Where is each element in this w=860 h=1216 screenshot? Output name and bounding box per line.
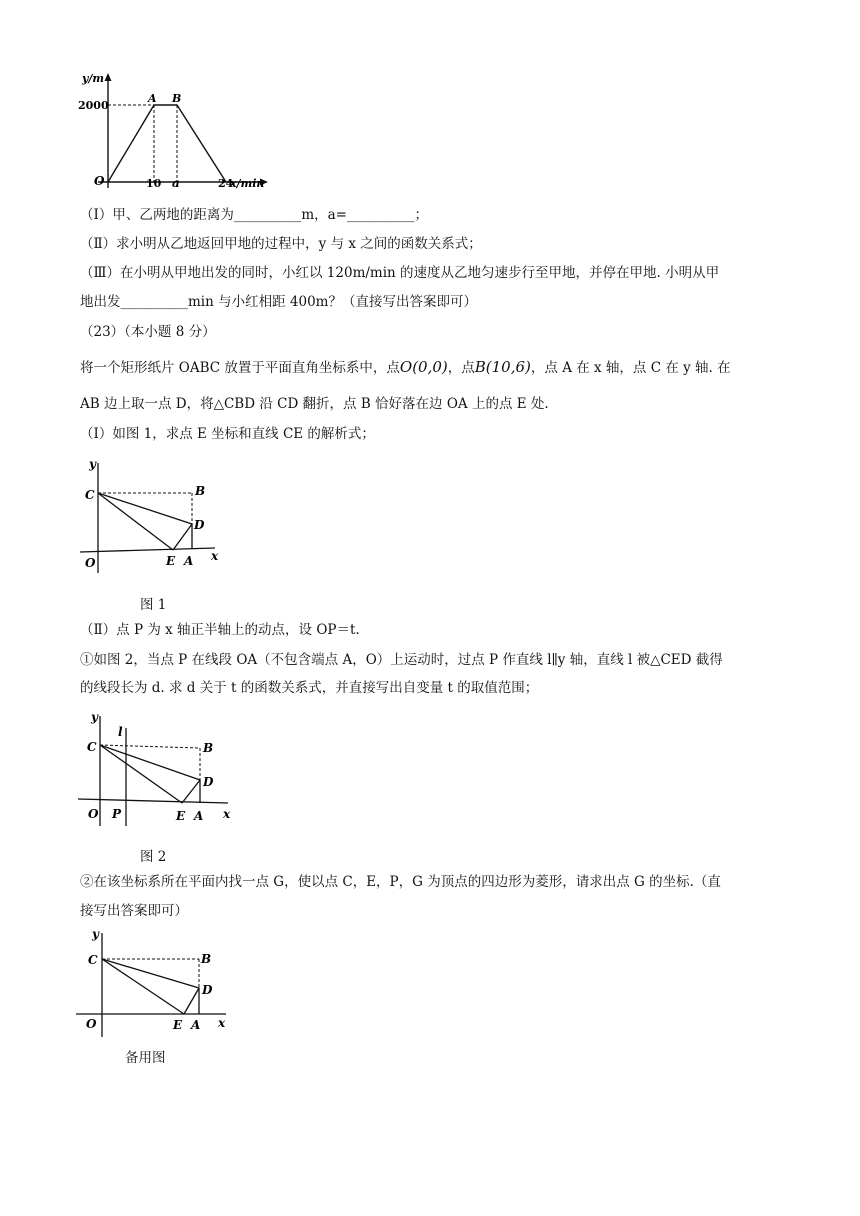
graph-point-a-label: A [148, 92, 157, 105]
q22-part3-line2: 地出发__________min 与小红相距 400m？（直接写出答案即可） [80, 294, 477, 310]
fig2-y-label: y [91, 710, 98, 724]
fig1-c-label: C [85, 488, 95, 502]
fig2-e-label: E [176, 809, 186, 823]
figure-2-caption: 图 2 [140, 849, 167, 865]
q22-part1: （Ⅰ）甲、乙两地的距离为__________m，a=__________； [80, 207, 428, 223]
q23-stem-line1 [80, 357, 731, 378]
fig1-a-label: A [184, 554, 194, 568]
spare-y-label: y [92, 927, 99, 941]
q23-sub2-line2: 接写出答案即可） [80, 903, 188, 919]
spare-o-label: O [86, 1017, 97, 1031]
fig1-o-label: O [85, 556, 96, 570]
spare-figure-caption: 备用图 [125, 1050, 166, 1066]
fig1-x-label: x [211, 549, 219, 563]
fig1-y-label: y [89, 457, 96, 471]
spare-b-label: B [201, 952, 212, 966]
graph-origin-label: O [94, 174, 105, 188]
q23-sub2-line1: ②在该坐标系所在平面内找一点 G，使以点 C，E，P，G 为顶点的四边形为菱形，请求出点 G 的坐标.（直 [80, 874, 721, 890]
q23-part2: （Ⅱ）点 P 为 x 轴正半轴上的动点，设 OP＝t. [80, 622, 360, 638]
q23-stem1-text-c: ，点 A 在 x 轴，点 C 在 y 轴. 在 [530, 360, 731, 376]
spare-x-label: x [218, 1016, 226, 1030]
fig2-b-label: B [203, 741, 214, 755]
graph-y-tick-2000: 2000 [78, 99, 109, 112]
figure-1-caption: 图 1 [140, 597, 167, 613]
spare-d-label: D [202, 983, 213, 997]
fig2-d-label: D [203, 775, 214, 789]
q23-sub1-line2: 的线段长为 d. 求 d 关于 t 的函数关系式，并直接写出自变量 t 的取值范围； [80, 680, 539, 696]
distance-time-graph [78, 70, 278, 195]
graph-x-tick-24: 24 [218, 177, 234, 190]
graph-point-b-label: B [172, 92, 182, 105]
graph-x-axis-label: x/min [230, 177, 265, 190]
q23-stem1-text-a: 将一个矩形纸片 OABC 放置于平面直角坐标系中，点 [80, 360, 400, 376]
fig1-b-label: B [195, 484, 206, 498]
spare-c-label: C [88, 953, 98, 967]
figure-1-diagram [80, 455, 225, 575]
point-b-coordinates: B(10,6) [474, 358, 531, 376]
graph-y-axis-label: y/m [82, 72, 105, 85]
fig2-o-label: O [88, 807, 99, 821]
q22-part3-line1: （Ⅲ）在小明从甲地出发的同时，小红以 120m/min 的速度从乙地匀速步行至甲地，并停在甲地. 小明从甲 [80, 265, 720, 281]
point-o-coordinates: O(0,0) [399, 358, 448, 376]
figure-2-diagram [78, 708, 238, 828]
q23-stem-line2: AB 边上取一点 D，将△CBD 沿 CD 翻折，点 B 恰好落在边 OA 上的点 E 处. [80, 396, 549, 412]
graph-x-tick-10: 10 [146, 177, 162, 190]
q22-part2: （Ⅱ）求小明从乙地返回甲地的过程中，y 与 x 之间的函数关系式； [80, 236, 482, 252]
fig2-x-label: x [223, 807, 231, 821]
fig1-e-label: E [166, 554, 176, 568]
graph-x-tick-a: a [172, 176, 180, 190]
fig2-p-label: P [112, 807, 122, 821]
fig1-d-label: D [194, 518, 205, 532]
q23-header: （23）（本小题 8 分） [80, 324, 216, 340]
fig2-c-label: C [87, 740, 97, 754]
fig2-a-label: A [194, 809, 204, 823]
q23-stem1-text-b: ，点 [447, 360, 475, 376]
q23-part1: （Ⅰ）如图 1，求点 E 坐标和直线 CE 的解析式； [80, 426, 375, 442]
fig2-l-label: l [118, 725, 123, 739]
spare-e-label: E [173, 1018, 183, 1032]
spare-figure-diagram [76, 925, 236, 1040]
spare-a-label: A [191, 1018, 201, 1032]
q23-sub1-line1: ①如图 2，当点 P 在线段 OA（不包含端点 A，O）上运动时，过点 P 作直线 l∥y 轴，直线 l 被△CED 截得 [80, 652, 723, 668]
